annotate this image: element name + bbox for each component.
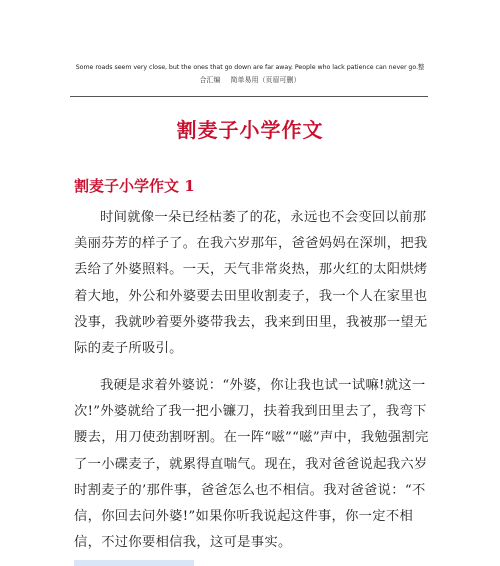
header-subtitle	[0, 75, 500, 85]
document-title: 割麦子小学作文	[176, 118, 324, 142]
header-divider	[70, 96, 428, 97]
section-title: 割麦子小学作文 1	[74, 177, 195, 195]
bottom-highlight	[74, 560, 194, 566]
paragraph-1: 时间就像一朵已经枯萎了的花，永远也不会变回以前那美丽芬芳的样子了。在我六岁那年，爸爸妈妈在深圳，把我丢给了外婆照料。一天，天气非常炎热，那火红的太阳烘烤着大地，外公和外婆要去田里收割麦子，我一个人在家里也没事，我就吵着要外婆带我去，我来到田里，我被那一望无际的麦子所吸引。	[74, 210, 428, 357]
header-quote: Some roads seem very close, but the ones that go down are far away. People who lack patience can never go.整	[75, 64, 425, 71]
paragraph-2: 我硬是求着外婆说：“外婆，你让我也试一试嘛!就这一次!”外婆就给了我一把小镰刀，扶着我到田里去了，我弯下腰去，用刀使劲割呀割。在一阵“嗞”“嗞”声中，我勉强割完了一小碟麦子，就累得直喘气。现在，我对爸爸说起我六岁时割麦子的’那件事，爸爸怎么也不相信。我对爸爸说：“不信，你回去问外婆!”如果你听我说起这件事，你一定不相信，不过你要相信我，这可是事实。	[74, 378, 429, 551]
header-subtitle-right: 简单易用（页眉可删）	[230, 76, 301, 84]
header-subtitle-left: 合汇编	[199, 76, 221, 84]
